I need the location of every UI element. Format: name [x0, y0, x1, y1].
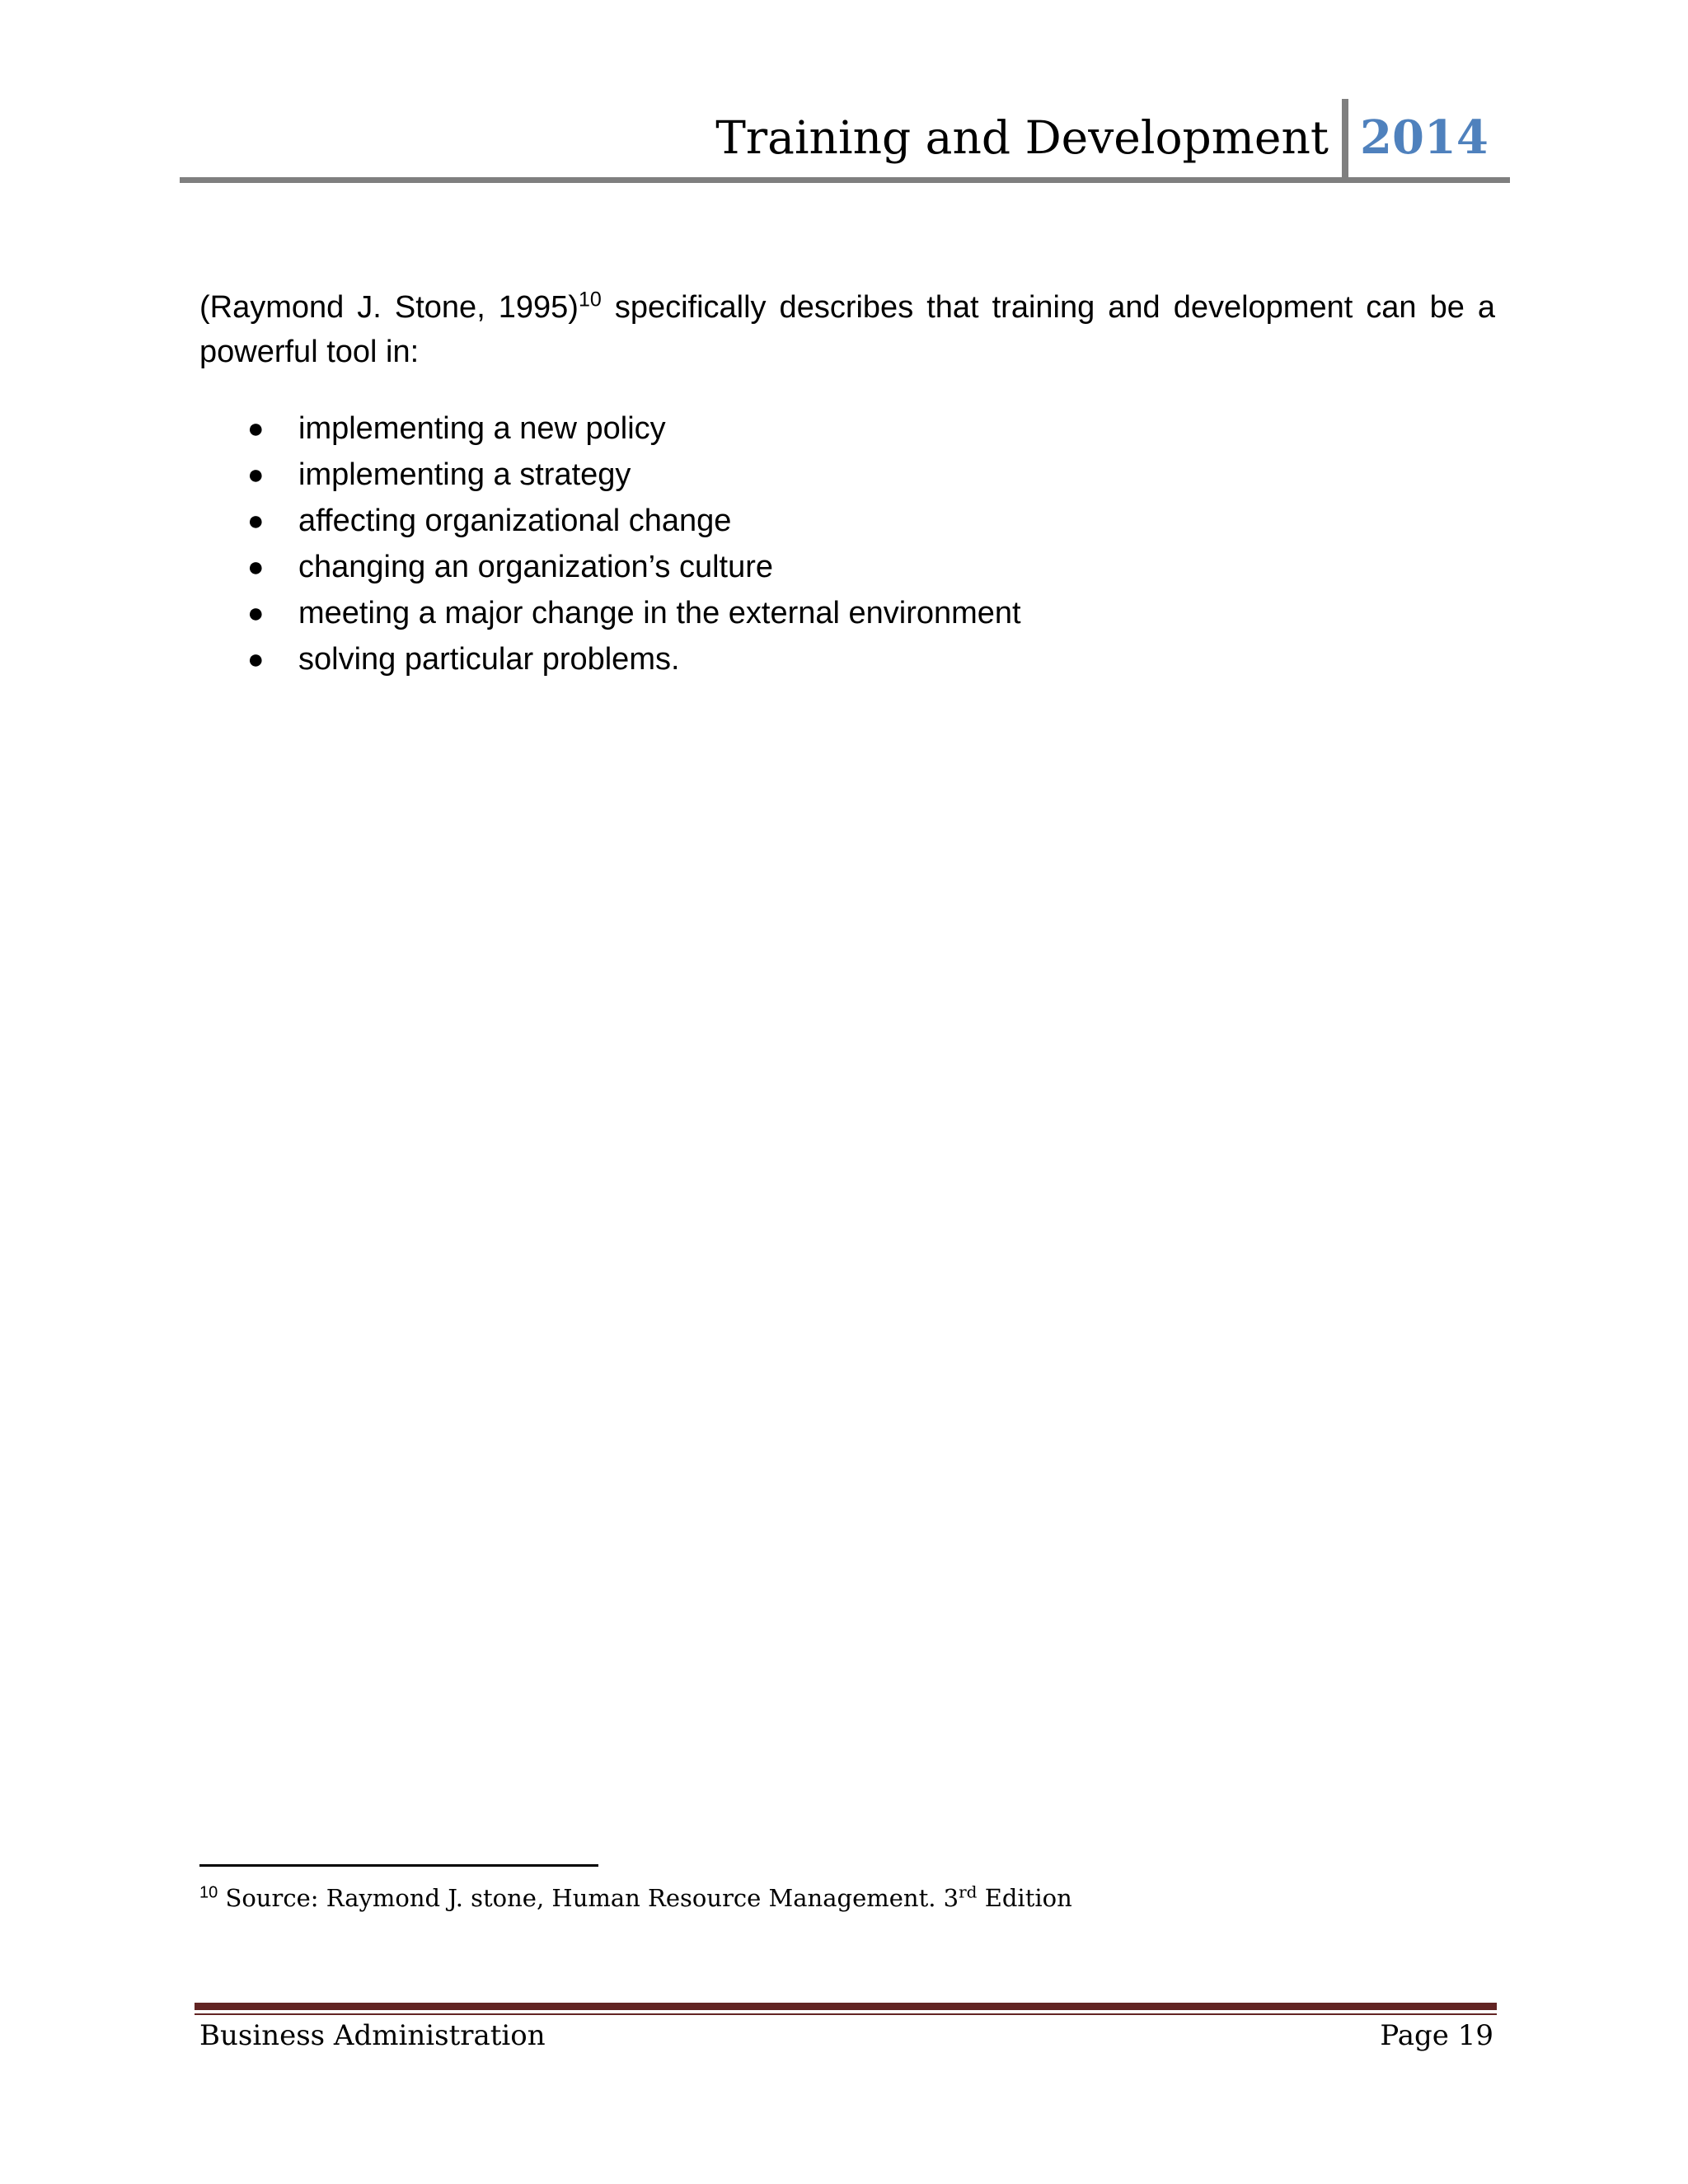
- list-item: [247, 636, 1021, 682]
- footer-rule-thick: [195, 2003, 1497, 2010]
- footnote-separator: [199, 1864, 598, 1867]
- list-item-text: meeting a major change in the external environment: [298, 596, 1021, 630]
- footnote-suffix: Edition: [984, 1884, 1072, 1912]
- bullet-icon: ●: [247, 459, 265, 490]
- footnote-number: 10: [199, 1883, 218, 1902]
- header-title: Training and Development: [715, 111, 1329, 164]
- list-item: [247, 405, 1021, 452]
- list-item-text: solving particular problems.: [298, 642, 680, 677]
- footnote: [199, 1879, 1072, 1917]
- list-item: [247, 590, 1021, 636]
- footnote-superscript: rd: [959, 1882, 978, 1902]
- bullet-icon: ●: [247, 551, 265, 583]
- header-divider: [1342, 99, 1348, 180]
- list-item-text: implementing a new policy: [298, 411, 666, 446]
- footnote-text: Source: Raymond J. stone, Human Resource Management. 3: [225, 1884, 959, 1912]
- bullet-icon: ●: [247, 598, 265, 629]
- bullet-icon: ●: [247, 505, 265, 537]
- header-year: 2014: [1360, 110, 1489, 165]
- intro-citation: (Raymond J. Stone, 1995): [199, 290, 579, 325]
- bullet-icon: ●: [247, 644, 265, 675]
- list-item: [247, 544, 1021, 590]
- list-item: [247, 452, 1021, 498]
- page-header: [180, 97, 1510, 183]
- intro-text: specifically describes that training and development can be a powerful tool in:: [199, 290, 1496, 369]
- footnote-reference[interactable]: 10: [578, 288, 602, 312]
- bullet-icon: ●: [247, 413, 265, 444]
- intro-paragraph: [199, 285, 1495, 374]
- bullet-list: [247, 405, 1021, 682]
- list-item: [247, 498, 1021, 544]
- page-number: Page 19: [1380, 2019, 1493, 2052]
- footer-department: Business Administration: [199, 2019, 546, 2052]
- list-item-text: changing an organization’s culture: [298, 550, 774, 584]
- header-rule: [180, 177, 1510, 183]
- list-item-text: affecting organizational change: [298, 504, 732, 538]
- list-item-text: implementing a strategy: [298, 457, 631, 492]
